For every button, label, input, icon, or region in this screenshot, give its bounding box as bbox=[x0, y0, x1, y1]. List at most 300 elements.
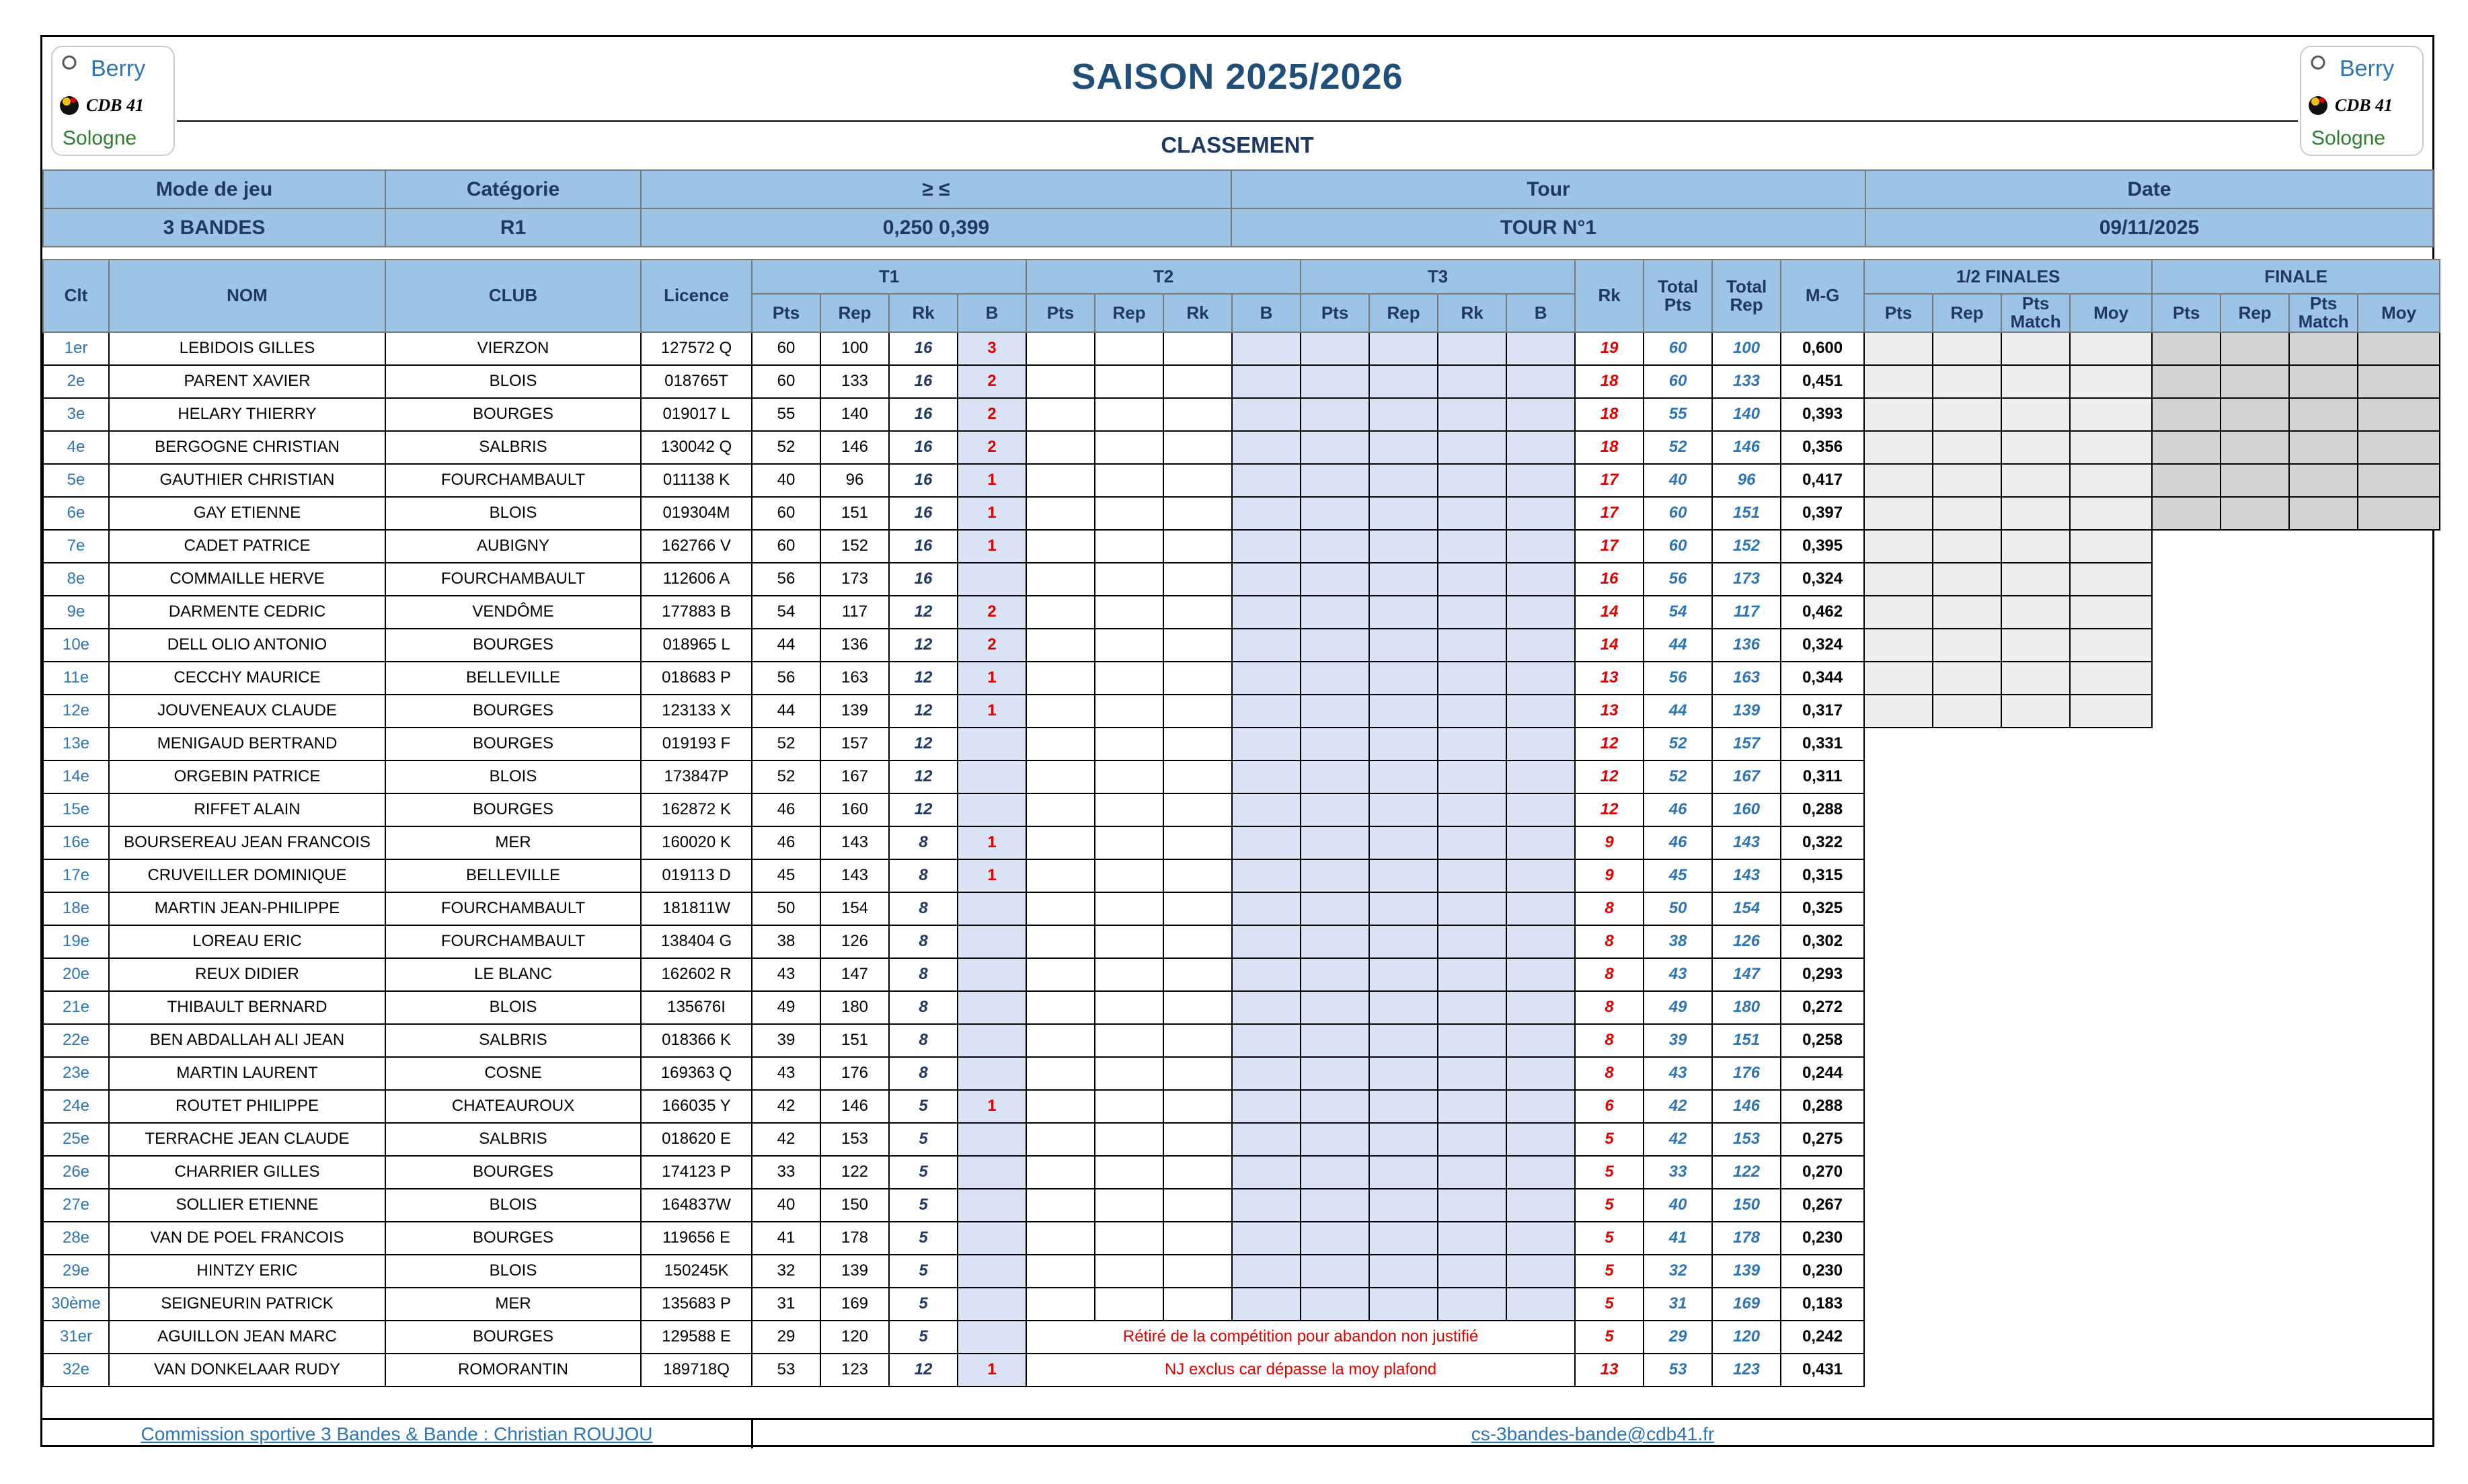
empty-cell bbox=[2358, 958, 2440, 991]
t1-rep-cell: 139 bbox=[820, 1255, 889, 1288]
empty-cell bbox=[2070, 1288, 2152, 1321]
page-subtitle: CLASSEMENT bbox=[1161, 132, 1314, 157]
total-pts-cell: 52 bbox=[1644, 760, 1712, 793]
table-row bbox=[43, 925, 2440, 958]
t1-rk-cell: 8 bbox=[889, 1024, 958, 1057]
t1-rep-cell: 151 bbox=[820, 1024, 889, 1057]
empty-cell bbox=[2152, 760, 2221, 793]
total-rep-cell: 180 bbox=[1712, 991, 1781, 1024]
sub-pts: Pts bbox=[2152, 294, 2221, 332]
demi-cell bbox=[2001, 497, 2070, 530]
rank-cell: 5 bbox=[1575, 1321, 1644, 1354]
t1-rep-cell: 169 bbox=[820, 1288, 889, 1321]
club-cell: COSNE bbox=[385, 1057, 641, 1090]
t3-b-cell bbox=[1506, 1189, 1575, 1222]
club-cell: SALBRIS bbox=[385, 1123, 641, 1156]
t2-b-cell bbox=[1232, 398, 1301, 431]
t3-rep-cell bbox=[1369, 1057, 1438, 1090]
t1-rk-cell: 12 bbox=[889, 793, 958, 826]
t2-rk-cell bbox=[1163, 793, 1232, 826]
t2-pts-cell bbox=[1026, 1123, 1095, 1156]
table-row bbox=[43, 1156, 2440, 1189]
total-pts-cell: 46 bbox=[1644, 826, 1712, 859]
club-cell: BOURGES bbox=[385, 728, 641, 760]
info-values-row bbox=[43, 208, 2433, 247]
rank-cell: 14 bbox=[1575, 596, 1644, 629]
col-demi-finales: 1/2 FINALES bbox=[1864, 260, 2152, 294]
logo-berry-text: Berry bbox=[2340, 56, 2395, 81]
empty-cell bbox=[2289, 1123, 2358, 1156]
empty-cell bbox=[2221, 596, 2289, 629]
sub-pts: Pts bbox=[1864, 294, 1933, 332]
empty-cell bbox=[2152, 629, 2221, 662]
empty-cell bbox=[2221, 563, 2289, 596]
t2-rk-cell bbox=[1163, 728, 1232, 760]
col-total-pts: Total Pts bbox=[1644, 260, 1712, 332]
licence-cell: 018366 K bbox=[641, 1024, 752, 1057]
club-cell: BLOIS bbox=[385, 365, 641, 398]
t3-rep-cell bbox=[1369, 1255, 1438, 1288]
mg-cell: 0,183 bbox=[1781, 1288, 1864, 1321]
email-link[interactable]: cs-3bandes-bande@cdb41.fr bbox=[1471, 1423, 1715, 1444]
total-rep-cell: 157 bbox=[1712, 728, 1781, 760]
empty-cell bbox=[2152, 892, 2221, 925]
demi-cell bbox=[2070, 497, 2152, 530]
total-rep-cell: 176 bbox=[1712, 1057, 1781, 1090]
empty-cell bbox=[2152, 530, 2221, 563]
demi-cell bbox=[1864, 365, 1933, 398]
demi-cell bbox=[1933, 431, 2001, 464]
mg-cell: 0,288 bbox=[1781, 793, 1864, 826]
t1-pts-cell: 49 bbox=[752, 991, 820, 1024]
mg-cell: 0,324 bbox=[1781, 629, 1864, 662]
t2-rk-cell bbox=[1163, 958, 1232, 991]
t3-b-cell bbox=[1506, 1057, 1575, 1090]
empty-cell bbox=[2358, 1156, 2440, 1189]
nom-cell: VAN DONKELAAR RUDY bbox=[109, 1354, 385, 1387]
t1-rep-cell: 122 bbox=[820, 1156, 889, 1189]
commission-link[interactable]: Commission sportive 3 Bandes & Bande : Christian ROUJOU bbox=[42, 1420, 753, 1448]
t2-pts-cell bbox=[1026, 464, 1095, 497]
rank-cell: 5 bbox=[1575, 1222, 1644, 1255]
empty-cell bbox=[2001, 1255, 2070, 1288]
club-cell: MER bbox=[385, 1288, 641, 1321]
nom-cell: ROUTET PHILIPPE bbox=[109, 1090, 385, 1123]
t2-b-cell bbox=[1232, 826, 1301, 859]
t3-rep-cell bbox=[1369, 991, 1438, 1024]
header-row-1 bbox=[43, 260, 2440, 294]
table-row bbox=[43, 826, 2440, 859]
empty-cell bbox=[2152, 859, 2221, 892]
logo-sologne-text: Sologne bbox=[2311, 127, 2386, 149]
empty-cell bbox=[2221, 1090, 2289, 1123]
t2-pts-cell bbox=[1026, 728, 1095, 760]
clt-cell: 27e bbox=[43, 1189, 109, 1222]
t3-rk-cell bbox=[1438, 1189, 1506, 1222]
t2-rk-cell bbox=[1163, 892, 1232, 925]
club-cell: BOURGES bbox=[385, 629, 641, 662]
t3-rep-cell bbox=[1369, 662, 1438, 695]
empty-cell bbox=[2358, 563, 2440, 596]
empty-cell bbox=[2001, 1057, 2070, 1090]
t1-pts-cell: 46 bbox=[752, 793, 820, 826]
nom-cell: MENIGAUD BERTRAND bbox=[109, 728, 385, 760]
t1-pts-cell: 46 bbox=[752, 826, 820, 859]
rank-cell: 5 bbox=[1575, 1288, 1644, 1321]
empty-cell bbox=[2289, 892, 2358, 925]
nom-cell: DARMENTE CEDRIC bbox=[109, 596, 385, 629]
t1-b-cell bbox=[958, 892, 1026, 925]
t3-rep-cell bbox=[1369, 464, 1438, 497]
t3-pts-cell bbox=[1301, 1288, 1369, 1321]
t2-b-cell bbox=[1232, 365, 1301, 398]
empty-cell bbox=[2152, 1156, 2221, 1189]
t3-pts-cell bbox=[1301, 925, 1369, 958]
empty-cell bbox=[2358, 859, 2440, 892]
t1-b-cell: 1 bbox=[958, 859, 1026, 892]
t1-rk-cell: 5 bbox=[889, 1321, 958, 1354]
t3-b-cell bbox=[1506, 1288, 1575, 1321]
nom-cell: GAY ETIENNE bbox=[109, 497, 385, 530]
empty-cell bbox=[2070, 1222, 2152, 1255]
licence-cell: 019193 F bbox=[641, 728, 752, 760]
t2-b-cell bbox=[1232, 892, 1301, 925]
licence-cell: 018620 E bbox=[641, 1123, 752, 1156]
t1-b-cell: 1 bbox=[958, 1090, 1026, 1123]
t3-b-cell bbox=[1506, 464, 1575, 497]
t3-b-cell bbox=[1506, 530, 1575, 563]
empty-cell bbox=[1933, 925, 2001, 958]
nom-cell: SOLLIER ETIENNE bbox=[109, 1189, 385, 1222]
demi-cell bbox=[2070, 563, 2152, 596]
empty-cell bbox=[2070, 958, 2152, 991]
t3-b-cell bbox=[1506, 1156, 1575, 1189]
nom-cell: COMMAILLE HERVE bbox=[109, 563, 385, 596]
total-pts-cell: 38 bbox=[1644, 925, 1712, 958]
t2-rep-cell bbox=[1095, 629, 1163, 662]
finale-cell bbox=[2358, 398, 2440, 431]
t1-pts-cell: 50 bbox=[752, 892, 820, 925]
mg-cell: 0,242 bbox=[1781, 1321, 1864, 1354]
total-rep-cell: 146 bbox=[1712, 431, 1781, 464]
mg-cell: 0,244 bbox=[1781, 1057, 1864, 1090]
clt-cell: 32e bbox=[43, 1354, 109, 1387]
rank-cell: 5 bbox=[1575, 1255, 1644, 1288]
nom-cell: CHARRIER GILLES bbox=[109, 1156, 385, 1189]
table-row bbox=[43, 629, 2440, 662]
t2-pts-cell bbox=[1026, 365, 1095, 398]
finale-cell bbox=[2221, 398, 2289, 431]
empty-cell bbox=[2358, 1255, 2440, 1288]
demi-cell bbox=[2070, 662, 2152, 695]
t1-rk-cell: 8 bbox=[889, 958, 958, 991]
t3-rep-cell bbox=[1369, 793, 1438, 826]
t3-b-cell bbox=[1506, 332, 1575, 365]
demi-cell bbox=[2070, 695, 2152, 728]
licence-cell: 135676I bbox=[641, 991, 752, 1024]
t3-rk-cell bbox=[1438, 530, 1506, 563]
table-row bbox=[43, 1057, 2440, 1090]
empty-cell bbox=[2001, 1090, 2070, 1123]
finale-cell bbox=[2221, 332, 2289, 365]
empty-cell bbox=[2221, 958, 2289, 991]
empty-cell bbox=[2152, 826, 2221, 859]
empty-cell bbox=[2289, 1057, 2358, 1090]
t2-rk-cell bbox=[1163, 925, 1232, 958]
total-rep-cell: 151 bbox=[1712, 497, 1781, 530]
t2-rep-cell bbox=[1095, 728, 1163, 760]
demi-cell bbox=[1864, 662, 1933, 695]
t1-rk-cell: 5 bbox=[889, 1156, 958, 1189]
t3-rk-cell bbox=[1438, 431, 1506, 464]
t3-pts-cell bbox=[1301, 958, 1369, 991]
empty-cell bbox=[2070, 1354, 2152, 1387]
t1-b-cell: 3 bbox=[958, 332, 1026, 365]
t2-pts-cell bbox=[1026, 1189, 1095, 1222]
t1-rep-cell: 150 bbox=[820, 1189, 889, 1222]
t2-pts-cell bbox=[1026, 1024, 1095, 1057]
logo-cdb-text: CDB 41 bbox=[86, 95, 144, 115]
sub-b: B bbox=[958, 294, 1026, 332]
empty-cell bbox=[2289, 1189, 2358, 1222]
t3-pts-cell bbox=[1301, 695, 1369, 728]
empty-cell bbox=[2070, 1156, 2152, 1189]
empty-cell bbox=[2358, 1024, 2440, 1057]
empty-cell bbox=[2221, 530, 2289, 563]
t1-b-cell: 1 bbox=[958, 695, 1026, 728]
club-cell: FOURCHAMBAULT bbox=[385, 925, 641, 958]
mg-cell: 0,397 bbox=[1781, 497, 1864, 530]
empty-cell bbox=[2221, 760, 2289, 793]
t2-rep-cell bbox=[1095, 1156, 1163, 1189]
t3-b-cell bbox=[1506, 1255, 1575, 1288]
t2-rk-cell bbox=[1163, 1156, 1232, 1189]
t1-b-cell: 1 bbox=[958, 497, 1026, 530]
t1-rk-cell: 5 bbox=[889, 1288, 958, 1321]
clt-cell: 18e bbox=[43, 892, 109, 925]
t1-rk-cell: 8 bbox=[889, 859, 958, 892]
club-cell: FOURCHAMBAULT bbox=[385, 464, 641, 497]
t3-rk-cell bbox=[1438, 1255, 1506, 1288]
mg-cell: 0,325 bbox=[1781, 892, 1864, 925]
licence-cell: 129588 E bbox=[641, 1321, 752, 1354]
rank-cell: 12 bbox=[1575, 760, 1644, 793]
empty-cell bbox=[2070, 925, 2152, 958]
t1-b-cell bbox=[958, 1189, 1026, 1222]
t1-pts-cell: 31 bbox=[752, 1288, 820, 1321]
col-total-rep: Total Rep bbox=[1712, 260, 1781, 332]
t2-pts-cell bbox=[1026, 1156, 1095, 1189]
empty-cell bbox=[1933, 859, 2001, 892]
demi-cell bbox=[1933, 662, 2001, 695]
t2-rep-cell bbox=[1095, 1090, 1163, 1123]
club-cell: BELLEVILLE bbox=[385, 662, 641, 695]
empty-cell bbox=[2289, 1321, 2358, 1354]
empty-cell bbox=[2221, 1354, 2289, 1387]
licence-cell: 162602 R bbox=[641, 958, 752, 991]
nom-cell: LOREAU ERIC bbox=[109, 925, 385, 958]
clt-cell: 13e bbox=[43, 728, 109, 760]
empty-cell bbox=[2221, 859, 2289, 892]
t1-rep-cell: 152 bbox=[820, 530, 889, 563]
mg-cell: 0,288 bbox=[1781, 1090, 1864, 1123]
empty-cell bbox=[2289, 1024, 2358, 1057]
t3-rk-cell bbox=[1438, 1024, 1506, 1057]
t3-pts-cell bbox=[1301, 1057, 1369, 1090]
licence-cell: 181811W bbox=[641, 892, 752, 925]
demi-cell bbox=[2001, 629, 2070, 662]
licence-cell: 127572 Q bbox=[641, 332, 752, 365]
total-pts-cell: 49 bbox=[1644, 991, 1712, 1024]
t3-rk-cell bbox=[1438, 925, 1506, 958]
club-cell: FOURCHAMBAULT bbox=[385, 563, 641, 596]
t1-b-cell: 1 bbox=[958, 1354, 1026, 1387]
t1-pts-cell: 39 bbox=[752, 1024, 820, 1057]
col-club: CLUB bbox=[385, 260, 641, 332]
club-cell: BLOIS bbox=[385, 497, 641, 530]
t1-rk-cell: 5 bbox=[889, 1222, 958, 1255]
total-rep-cell: 173 bbox=[1712, 563, 1781, 596]
empty-cell bbox=[2289, 563, 2358, 596]
note-cell: NJ exclus car dépasse la moy plafond bbox=[1026, 1354, 1575, 1387]
info-labels-row bbox=[43, 170, 2433, 208]
t2-pts-cell bbox=[1026, 958, 1095, 991]
t1-pts-cell: 56 bbox=[752, 563, 820, 596]
table-row bbox=[43, 1123, 2440, 1156]
total-rep-cell: 140 bbox=[1712, 398, 1781, 431]
t1-rep-cell: 180 bbox=[820, 991, 889, 1024]
nom-cell: BERGOGNE CHRISTIAN bbox=[109, 431, 385, 464]
demi-cell bbox=[2070, 629, 2152, 662]
t2-rep-cell bbox=[1095, 760, 1163, 793]
total-rep-cell: 122 bbox=[1712, 1156, 1781, 1189]
total-pts-cell: 52 bbox=[1644, 431, 1712, 464]
t2-rk-cell bbox=[1163, 859, 1232, 892]
empty-cell bbox=[2221, 892, 2289, 925]
table-row bbox=[43, 991, 2440, 1024]
table-row bbox=[43, 563, 2440, 596]
t1-b-cell bbox=[958, 1288, 1026, 1321]
total-pts-cell: 40 bbox=[1644, 1189, 1712, 1222]
empty-cell bbox=[2289, 1222, 2358, 1255]
demi-cell bbox=[2070, 332, 2152, 365]
t2-b-cell bbox=[1232, 662, 1301, 695]
t2-b-cell bbox=[1232, 1156, 1301, 1189]
t3-pts-cell bbox=[1301, 892, 1369, 925]
t3-b-cell bbox=[1506, 1123, 1575, 1156]
t1-rep-cell: 123 bbox=[820, 1354, 889, 1387]
t2-rep-cell bbox=[1095, 991, 1163, 1024]
t3-rep-cell bbox=[1369, 958, 1438, 991]
table-row bbox=[43, 892, 2440, 925]
empty-cell bbox=[2152, 1189, 2221, 1222]
t3-rk-cell bbox=[1438, 1090, 1506, 1123]
t2-pts-cell bbox=[1026, 596, 1095, 629]
empty-cell bbox=[2358, 826, 2440, 859]
empty-cell bbox=[2221, 1288, 2289, 1321]
empty-cell bbox=[1933, 1024, 2001, 1057]
t2-b-cell bbox=[1232, 1189, 1301, 1222]
empty-cell bbox=[1864, 1288, 1933, 1321]
t2-b-cell bbox=[1232, 1255, 1301, 1288]
licence-cell: 112606 A bbox=[641, 563, 752, 596]
t2-rk-cell bbox=[1163, 826, 1232, 859]
empty-cell bbox=[2001, 991, 2070, 1024]
demi-cell bbox=[1933, 398, 2001, 431]
moyenne-label: ≥ ≤ bbox=[641, 170, 1231, 208]
nom-cell: LEBIDOIS GILLES bbox=[109, 332, 385, 365]
t1-rk-cell: 5 bbox=[889, 1189, 958, 1222]
empty-cell bbox=[2001, 1024, 2070, 1057]
t2-b-cell bbox=[1232, 629, 1301, 662]
t3-rep-cell bbox=[1369, 332, 1438, 365]
nom-cell: MARTIN LAURENT bbox=[109, 1057, 385, 1090]
t2-b-cell bbox=[1232, 431, 1301, 464]
t1-pts-cell: 33 bbox=[752, 1156, 820, 1189]
rank-cell: 18 bbox=[1575, 398, 1644, 431]
table-row bbox=[43, 859, 2440, 892]
empty-cell bbox=[2070, 826, 2152, 859]
nom-cell: HINTZY ERIC bbox=[109, 1255, 385, 1288]
club-cell: SALBRIS bbox=[385, 1024, 641, 1057]
total-rep-cell: 143 bbox=[1712, 859, 1781, 892]
licence-cell: 169363 Q bbox=[641, 1057, 752, 1090]
table-row bbox=[43, 365, 2440, 398]
empty-cell bbox=[1864, 958, 1933, 991]
t1-rk-cell: 12 bbox=[889, 596, 958, 629]
t2-rk-cell bbox=[1163, 1024, 1232, 1057]
rank-cell: 5 bbox=[1575, 1189, 1644, 1222]
empty-cell bbox=[2070, 1123, 2152, 1156]
empty-cell bbox=[2358, 1288, 2440, 1321]
club-cell: LE BLANC bbox=[385, 958, 641, 991]
club-cell: BLOIS bbox=[385, 1189, 641, 1222]
empty-cell bbox=[2358, 760, 2440, 793]
licence-cell: 162766 V bbox=[641, 530, 752, 563]
t1-pts-cell: 44 bbox=[752, 695, 820, 728]
t3-b-cell bbox=[1506, 398, 1575, 431]
t2-rep-cell bbox=[1095, 1123, 1163, 1156]
nom-cell: SEIGNEURIN PATRICK bbox=[109, 1288, 385, 1321]
empty-cell bbox=[2289, 1288, 2358, 1321]
t3-b-cell bbox=[1506, 629, 1575, 662]
empty-cell bbox=[1933, 728, 2001, 760]
t3-rep-cell bbox=[1369, 1288, 1438, 1321]
t3-b-cell bbox=[1506, 991, 1575, 1024]
clt-cell: 15e bbox=[43, 793, 109, 826]
empty-cell bbox=[2358, 1222, 2440, 1255]
categorie-value: R1 bbox=[385, 208, 641, 247]
nom-cell: RIFFET ALAIN bbox=[109, 793, 385, 826]
t3-rep-cell bbox=[1369, 1189, 1438, 1222]
mg-cell: 0,317 bbox=[1781, 695, 1864, 728]
finale-cell bbox=[2152, 398, 2221, 431]
empty-cell bbox=[2289, 629, 2358, 662]
t3-rep-cell bbox=[1369, 365, 1438, 398]
t1-pts-cell: 52 bbox=[752, 760, 820, 793]
nom-cell: THIBAULT BERNARD bbox=[109, 991, 385, 1024]
club-cell: VENDÔME bbox=[385, 596, 641, 629]
t3-rep-cell bbox=[1369, 1090, 1438, 1123]
empty-cell bbox=[2221, 728, 2289, 760]
t2-rep-cell bbox=[1095, 662, 1163, 695]
nom-cell: CADET PATRICE bbox=[109, 530, 385, 563]
empty-cell bbox=[2070, 1024, 2152, 1057]
clt-cell: 9e bbox=[43, 596, 109, 629]
col-t1: T1 bbox=[752, 260, 1026, 294]
t2-b-cell bbox=[1232, 793, 1301, 826]
empty-cell bbox=[2289, 991, 2358, 1024]
